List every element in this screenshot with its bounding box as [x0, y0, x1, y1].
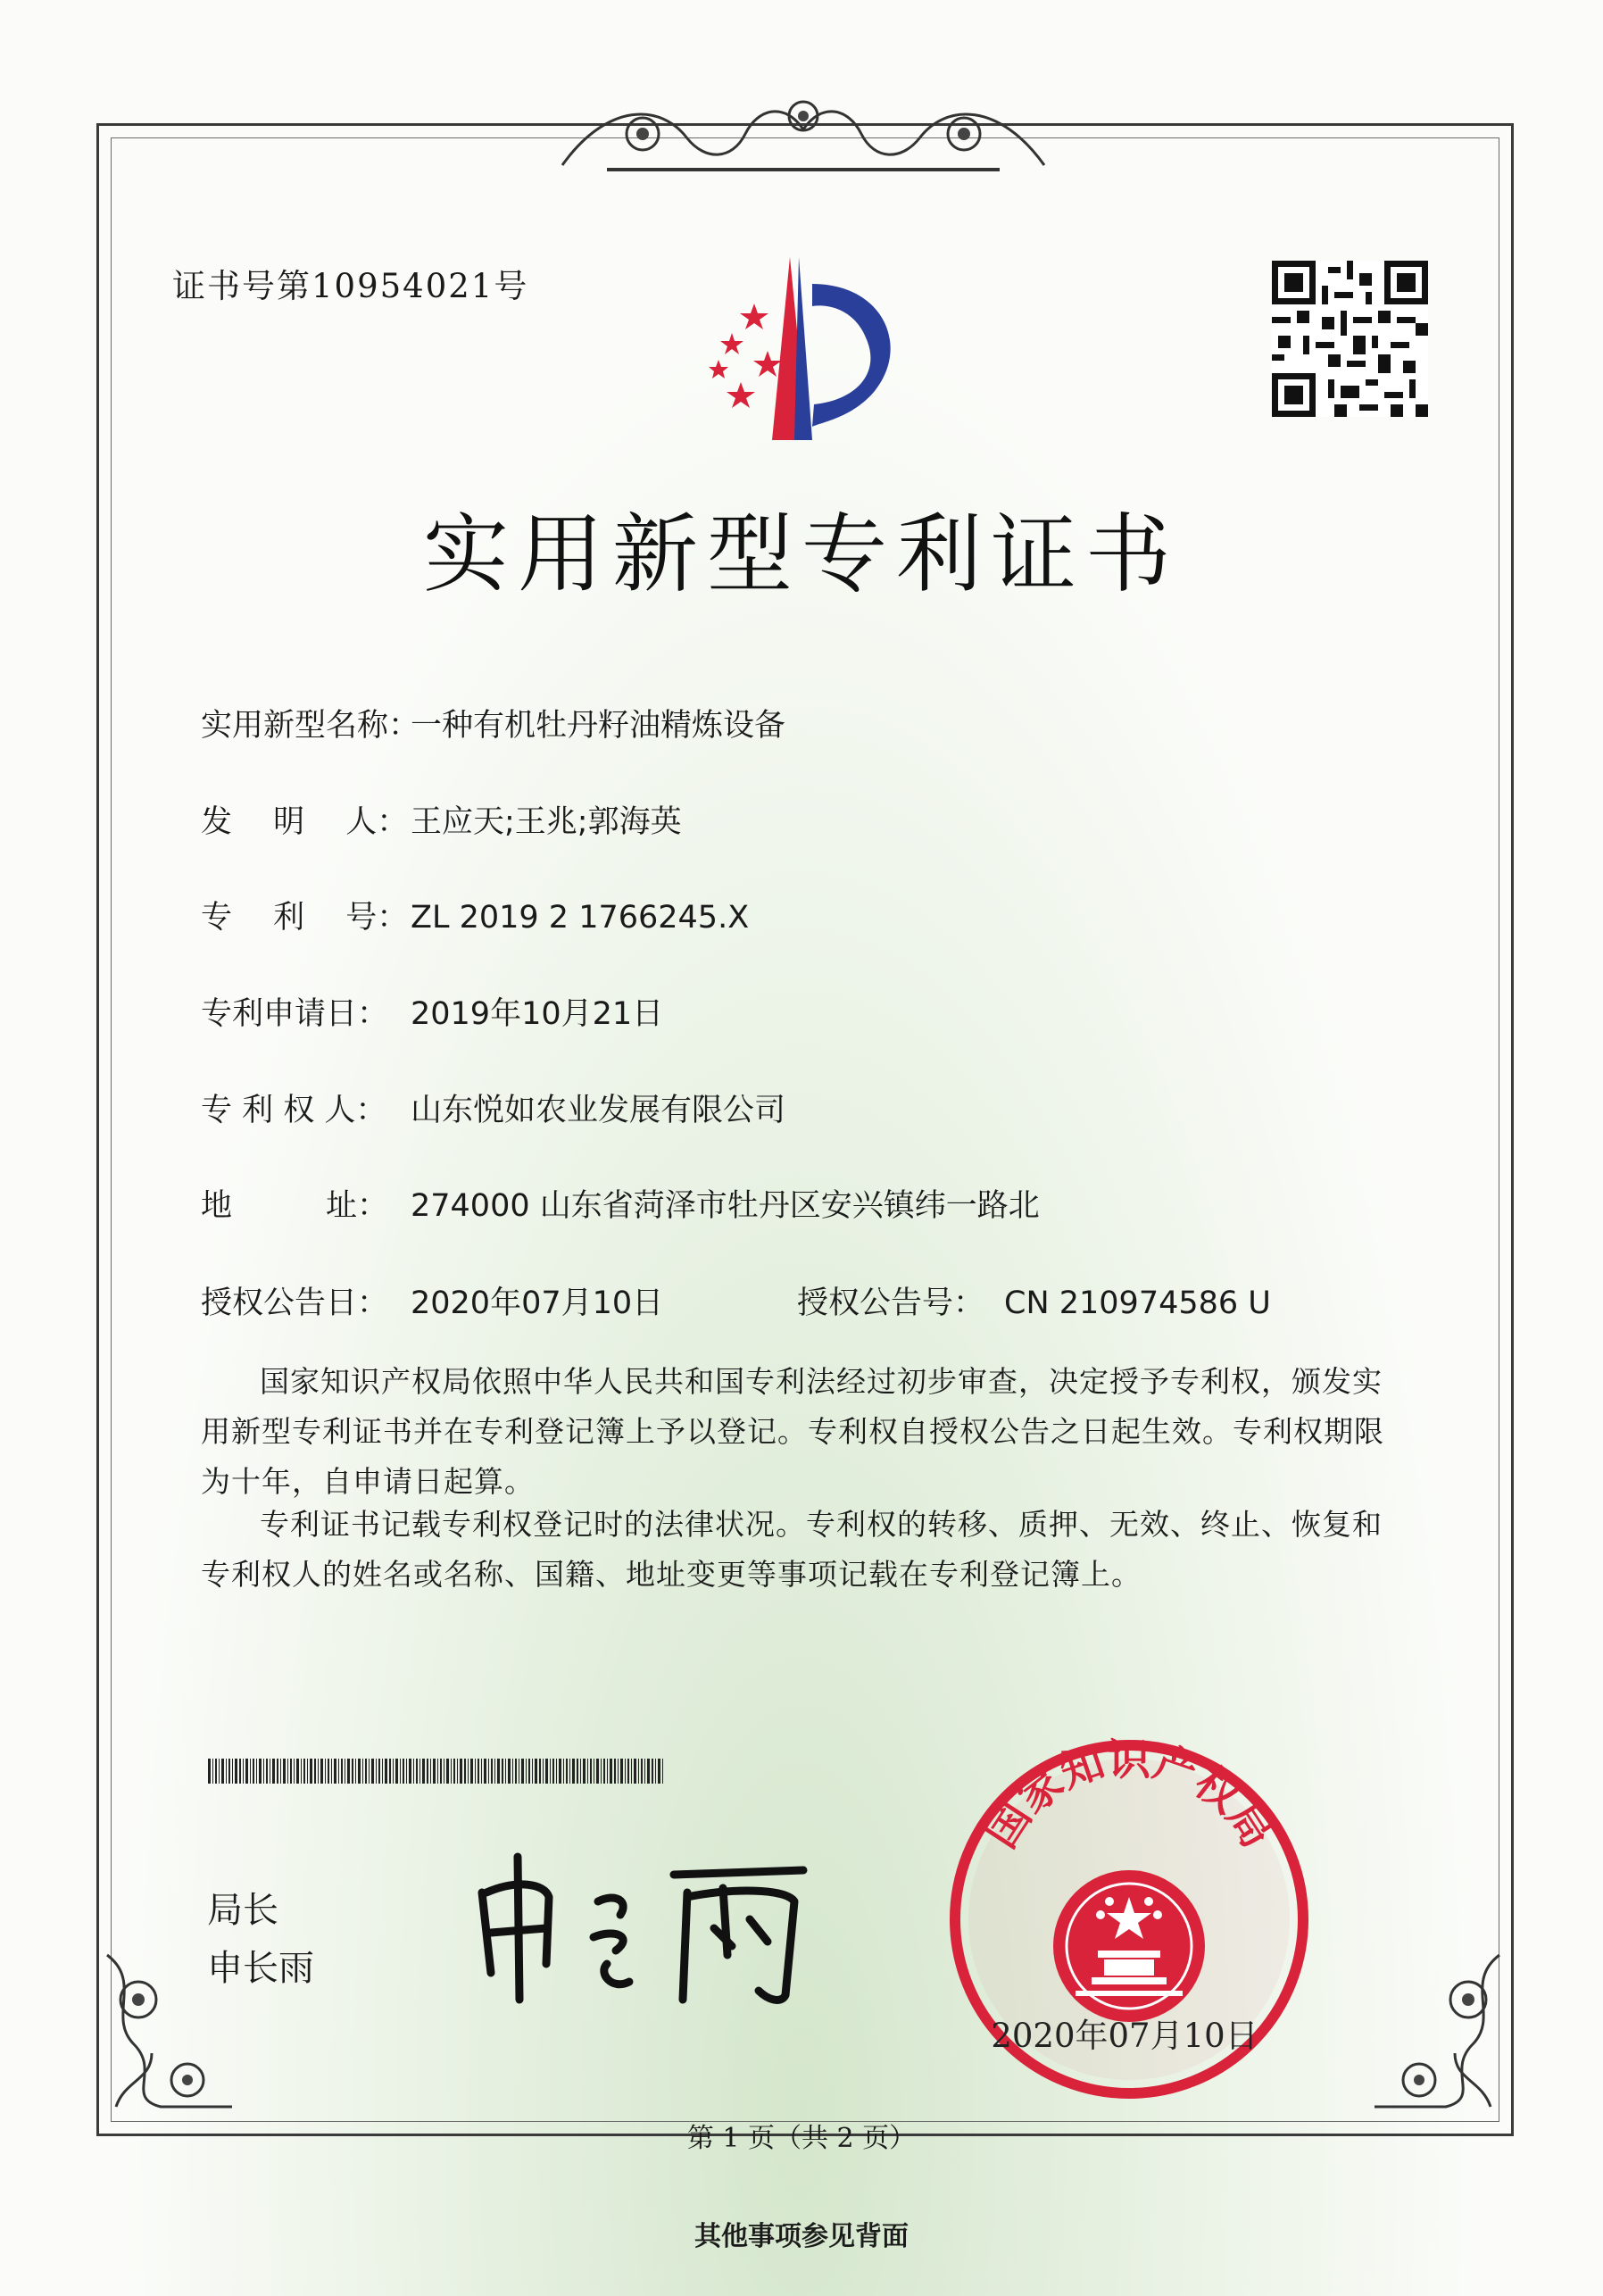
address-label: 地 址：: [201, 1188, 389, 1224]
qr-code: [1272, 261, 1428, 417]
application-date-row: [201, 989, 663, 1034]
inventor-value: 王应天;王兆;郭海英: [411, 804, 682, 840]
patentee-value: 山东悦如农业发展有限公司: [411, 1093, 786, 1128]
patentee-label: 专 利 权 人：: [201, 1093, 387, 1128]
barcode: [208, 1759, 663, 1784]
grant-date-label: 授权公告日：: [201, 1285, 389, 1321]
patent-number-label: 专 利 号：: [201, 900, 409, 936]
patent-office-logo: [678, 248, 928, 445]
certificate-title: 实用新型专利证书: [423, 504, 1180, 604]
patent-number-row: [201, 893, 749, 937]
certificate-number: 证书号第10954021号: [172, 267, 529, 305]
director-title: 局长: [207, 1890, 278, 1931]
grant-publication-number-row: [797, 1278, 1271, 1323]
page-number: 第 1 页（共 2 页）: [686, 2123, 917, 2154]
application-date-label: 专利申请日：: [201, 996, 389, 1032]
director-signature: [464, 1839, 821, 2009]
grant-date-value: 2020年07月10日: [411, 1285, 664, 1321]
legal-paragraph-1: 国家知识产权局依照中华人民共和国专利法经过初步审查，决定授予专利权，颁发实用新型专利证书并在专利登记簿上予以登记。专利权自授权公告之日起生效。专利权期限为十年，自申请日起算。: [201, 1364, 1384, 1499]
seal-date: 2020年07月10日: [991, 2017, 1258, 2055]
name-label: 实用新型名称：: [201, 708, 420, 744]
bottom-right-ornament: [1366, 1946, 1517, 2116]
top-ornament: [553, 85, 1053, 183]
legal-paragraph-2: 专利证书记载专利权登记时的法律状况。专利权的转移、质押、无效、终止、恢复和专利权人的姓名或名称、国籍、地址变更等事项记载在专利登记簿上。: [201, 1507, 1383, 1592]
grant-publication-number-value: CN 210974586 U: [1004, 1285, 1271, 1321]
inventor-label: 发 明 人：: [201, 804, 409, 840]
address-value: 274000 山东省菏泽市牡丹区安兴镇纬一路北: [411, 1188, 1040, 1224]
seal-text: 国家知识产权局: [976, 1734, 1283, 1857]
patent-number-value: ZL 2019 2 1766245.X: [411, 900, 750, 936]
inventor-row: [201, 797, 682, 842]
application-date-value: 2019年10月21日: [411, 996, 664, 1032]
director-name: 申长雨: [207, 1948, 314, 1989]
name-value: 一种有机牡丹籽油精炼设备: [411, 708, 786, 744]
patentee-row: [201, 1086, 785, 1130]
utility-model-name-row: [201, 701, 785, 745]
grant-publication-number-label: 授权公告号：: [797, 1285, 985, 1321]
grant-date-row: [201, 1278, 663, 1323]
address-row: [201, 1181, 1040, 1226]
footer-note: 其他事项参见背面: [694, 2221, 909, 2252]
